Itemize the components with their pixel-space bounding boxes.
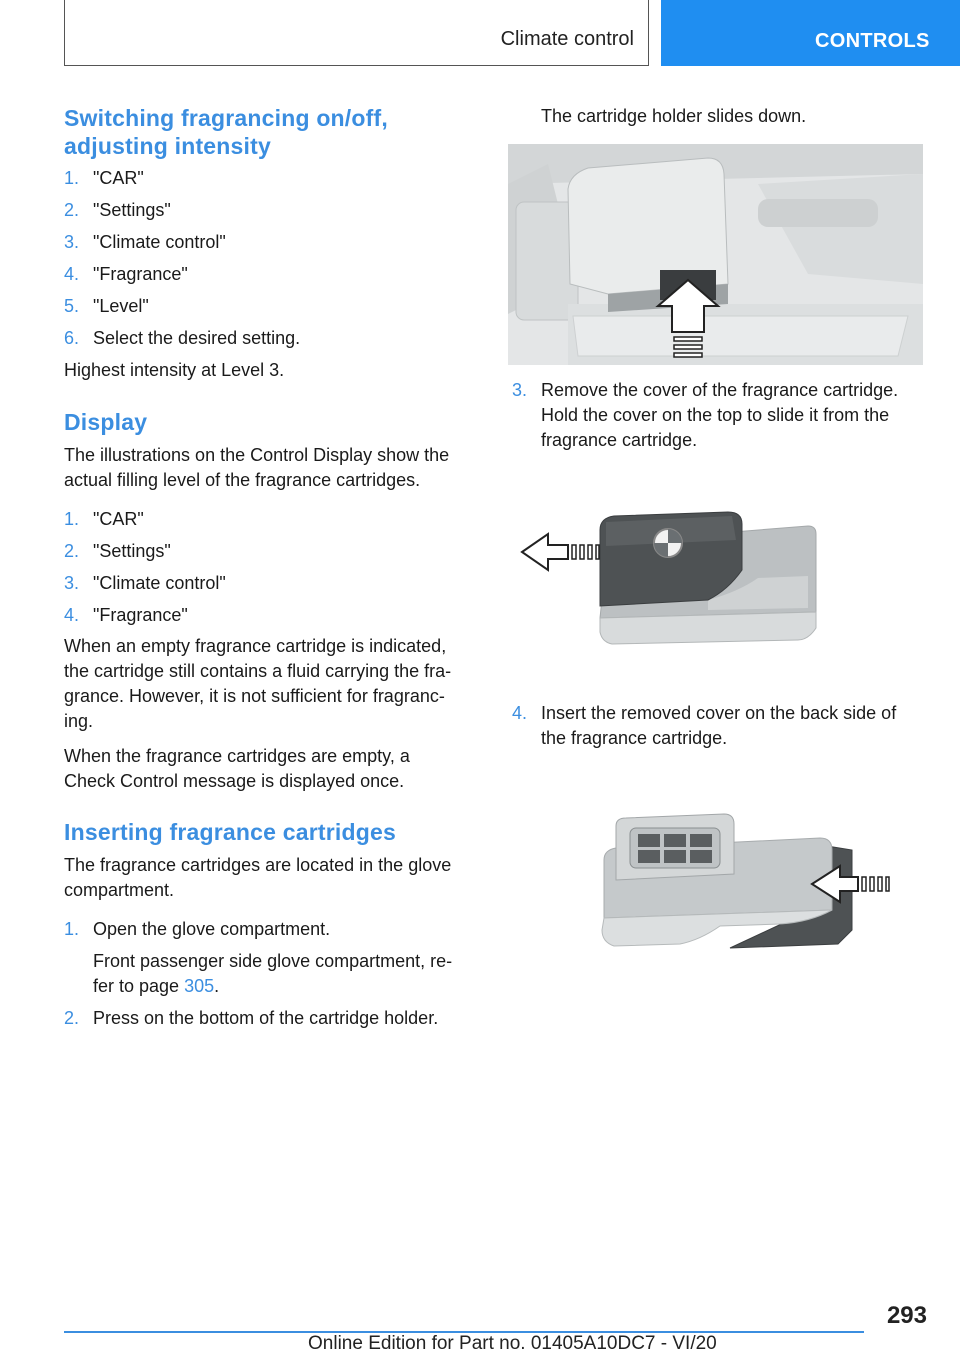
remove-cover-illustration: [508, 500, 923, 650]
heading-switching-fragrancing: Switching fragrancing on/off, adjusting intensity: [64, 105, 388, 159]
chapter-tab[interactable]: [661, 0, 960, 66]
edition-note: Online Edition for Part no. 01405A10DC7 - VI/20: [308, 1333, 717, 1354]
list-item-note: Front passenger side glove compartment, re‐ fer to page 305.: [93, 951, 453, 996]
heading-inserting-cartridges: Inserting fragrance cartridges: [64, 819, 396, 845]
paragraph: The illustrations on the Control Display show the actual filling level of the fragrance cartridges.: [64, 445, 450, 490]
paragraph: The fragrance cartridges are located in the glove compartment.: [64, 855, 452, 900]
paragraph: The cartridge holder slides down.: [541, 106, 807, 126]
paragraph: When an empty fragrance cartridge is indicated, the cartridge still contains a fluid carrying the fra‐ grance. However, it is not sufficient for fragranc‐ ing.: [64, 636, 452, 731]
heading-display: Display: [64, 409, 148, 435]
header-frame: [64, 0, 649, 66]
glove-compartment-illustration: [508, 144, 923, 365]
paragraph: When the fragrance cartridges are empty, a Check Control message is displayed once.: [64, 746, 410, 791]
paragraph: Highest intensity at Level 3.: [64, 360, 285, 380]
page-number: 293: [886, 1302, 927, 1329]
page-link[interactable]: 305: [184, 976, 215, 996]
insert-cover-illustration: [590, 810, 910, 955]
section-title: Climate control: [500, 28, 634, 50]
chapter-label: CONTROLS: [815, 30, 930, 52]
